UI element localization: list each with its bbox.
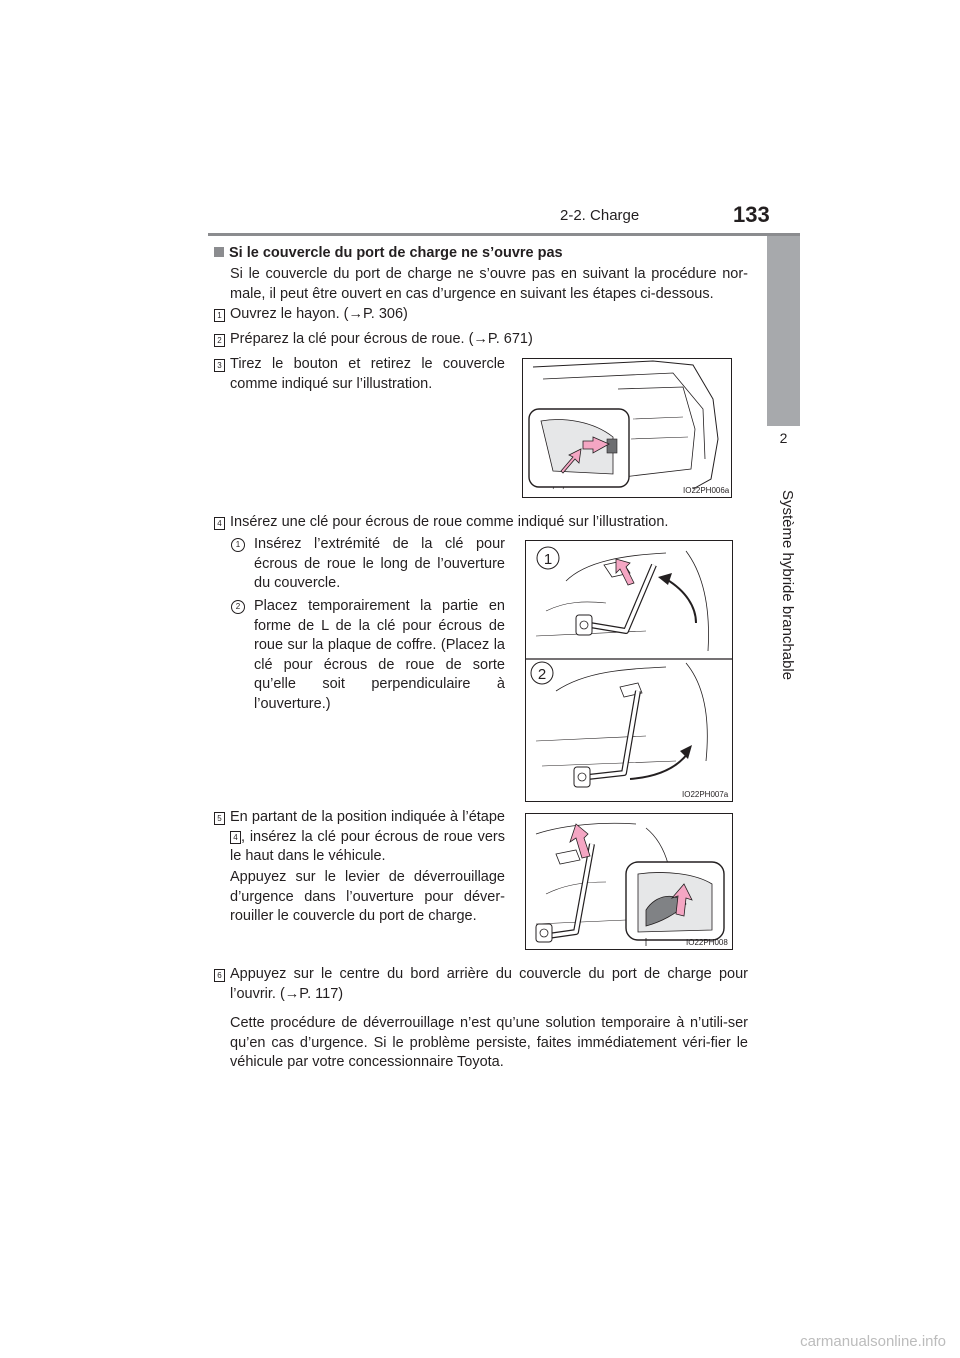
substep-number-2: 2 bbox=[231, 600, 245, 614]
page-number: 133 bbox=[733, 202, 770, 227]
trunk-illustration bbox=[523, 359, 731, 497]
step-number-2: 2 bbox=[214, 334, 225, 347]
figure-code: IO22PH007a bbox=[682, 790, 729, 799]
square-bullet-icon bbox=[214, 247, 224, 257]
watermark: carmanualsonline.info bbox=[800, 1333, 946, 1350]
substep-2-text: Placez temporairement la partie en forme de L de la clé pour écrous de roue sur la plaque de coffre. (Placez la clé pour écrous de roue de sorte qu’elle soit perpendiculaire à l’ouverture.) bbox=[254, 598, 505, 712]
step-6-text: Appuyez sur le centre du bord arrière du couvercle du port de charge pour l’ouvrir. (→P. 117) bbox=[230, 966, 748, 1002]
step-number-1: 1 bbox=[214, 309, 225, 322]
chapter-number: 2 bbox=[779, 430, 788, 446]
figure-release-lever bbox=[525, 813, 733, 950]
step-number-3: 3 bbox=[214, 359, 225, 372]
figure-trunk-cover bbox=[522, 358, 732, 498]
figure-label-2: 2 bbox=[537, 666, 547, 683]
substep-number-1: 1 bbox=[231, 538, 245, 552]
step-2-text: Préparez la clé pour écrous de roue. (→P. 671) bbox=[230, 331, 533, 347]
figure-label-1: 1 bbox=[543, 551, 553, 568]
figure-wrench-insertion bbox=[525, 540, 733, 802]
section-title: 2-2. Charge bbox=[560, 207, 640, 224]
wrench-illustration bbox=[526, 541, 732, 801]
step-5-text: En partant de la position indiquée à l’étape 4 , insérez la clé pour écrous de roue vers le haut dans le véhicule. bbox=[230, 809, 505, 864]
intro-paragraph: Si le couvercle du port de charge ne s’ouvre pas en suivant la procédure nor-male, il peut être ouvert en cas d’urgence en suivant les étapes ci-dessous. bbox=[230, 266, 748, 302]
step-reference-box: 4 bbox=[230, 831, 241, 844]
figure-code: IO22PH008 bbox=[686, 938, 728, 947]
section-heading: Si le couvercle du port de charge ne s’ouvre pas bbox=[214, 245, 563, 261]
step-5-text-2: Appuyez sur le levier de déverrouillage d’urgence dans l’ouverture pour déver-rouiller le couvercle du port de charge. bbox=[230, 869, 505, 924]
step-1-text: Ouvrez le hayon. (→P. 306) bbox=[230, 306, 408, 322]
step-4-text: Insérez une clé pour écrous de roue comme indiqué sur l’illustration. bbox=[230, 514, 669, 530]
chapter-title: Système hybride branchable bbox=[779, 490, 796, 681]
figure-code: IO22PH006a bbox=[683, 486, 730, 495]
step-number-4: 4 bbox=[214, 517, 225, 530]
step-number-6: 6 bbox=[214, 969, 225, 982]
step-3-text: Tirez le bouton et retirez le couvercle comme indiqué sur l’illustration. bbox=[230, 356, 505, 392]
substep-1-text: Insérez l’extrémité de la clé pour écrous de roue le long de l’ouverture du couvercle. bbox=[254, 536, 505, 591]
header-rule bbox=[208, 233, 800, 236]
lever-illustration bbox=[526, 814, 732, 949]
step-number-5: 5 bbox=[214, 812, 225, 825]
chapter-tab-bar bbox=[767, 236, 800, 426]
note-paragraph: Cette procédure de déverrouillage n’est qu’une solution temporaire à n’utili-ser qu’en cas d’urgence. Si le problème persiste, faites immédiatement véri-fier le véhicule par votre concessionnaire Toyota. bbox=[230, 1015, 748, 1070]
